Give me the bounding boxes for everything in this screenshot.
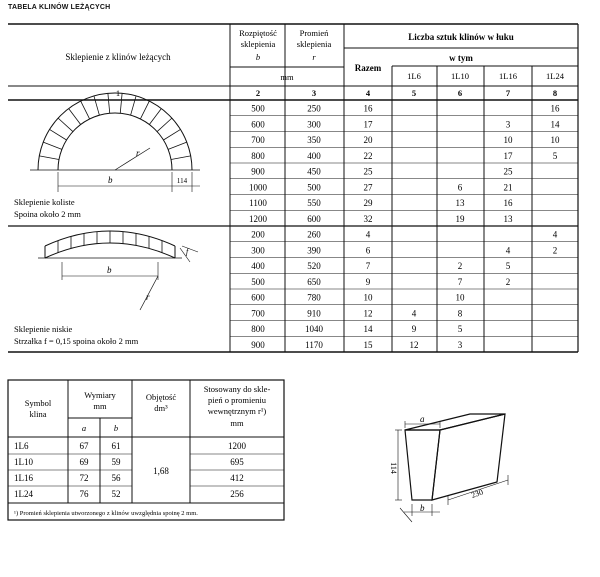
- section1-cell: 350: [307, 135, 321, 145]
- section2-cell: 520: [307, 261, 321, 271]
- col-number-8: 8: [552, 88, 558, 98]
- section1-cell: 13: [503, 213, 513, 224]
- section2-cell: 600: [251, 292, 265, 303]
- section1-cell: 25: [503, 166, 513, 177]
- section1-cell: 3: [505, 119, 511, 130]
- header-sub-2: 1L16: [499, 71, 517, 81]
- footnote: ¹) Promień sklepienia utworzonego z klinów uwzględnia spoinę 2 mm.: [14, 510, 198, 517]
- section2-cell: 12: [363, 308, 373, 319]
- section1-cell: 14: [550, 119, 560, 130]
- volume-value: 1,68: [153, 466, 169, 476]
- brick-spec-cell: 59: [111, 457, 121, 467]
- section2-cell: 700: [251, 308, 265, 319]
- volume-header-2: dm³: [154, 403, 168, 413]
- page-title: TABELA KLINÓW LEŻĄCYCH: [8, 4, 111, 11]
- brick-spec-cell: 69: [79, 457, 89, 467]
- section1-cell: 16: [550, 103, 560, 114]
- brick-symbol: 1L24: [14, 489, 33, 499]
- section2-cell: 9: [411, 324, 417, 334]
- section2-cell: 260: [307, 229, 321, 240]
- section1-cell: 500: [251, 103, 265, 114]
- section1-cell: 16: [503, 198, 513, 208]
- section2-cell: 10: [455, 292, 465, 303]
- section2-cell: 390: [307, 245, 321, 256]
- header-unit: mm: [280, 72, 294, 82]
- section1-cell: 600: [251, 119, 265, 130]
- section2-cell: 5: [505, 261, 511, 271]
- section2-cell: 200: [251, 229, 265, 240]
- section2-cell: 2: [457, 261, 463, 271]
- section1-cell: 1200: [249, 213, 267, 224]
- section1-cell: 550: [307, 198, 321, 208]
- brick-spec-cell: 61: [111, 441, 121, 451]
- section2-cell: 300: [251, 245, 265, 256]
- used-header-3: wewnętrznym r¹): [207, 406, 267, 416]
- section1-cell: 400: [307, 150, 321, 161]
- section1-cell: 25: [363, 166, 373, 177]
- section1-cell: 27: [363, 182, 373, 193]
- section1-cell: 6: [457, 182, 463, 193]
- brick-spec-cell: 76: [79, 489, 89, 499]
- section2-cell: 500: [251, 276, 265, 287]
- header-group: Liczba sztuk klinów w łuku: [408, 32, 514, 42]
- brick-spec-cell: 56: [111, 473, 121, 483]
- section1-cell: 250: [307, 103, 321, 114]
- header-radius-1: Promień: [299, 28, 329, 38]
- section1-cell: 19: [455, 213, 465, 224]
- low-arch-rise-label: f: [186, 247, 189, 256]
- header-span-2: sklepienia: [240, 39, 276, 49]
- brick-width-a-label: a: [420, 414, 425, 424]
- col-number-2: 2: [255, 88, 261, 98]
- section1-cell: 1000: [249, 182, 267, 193]
- section2-cell: 8: [457, 308, 463, 319]
- symbol-header-2: klina: [29, 409, 47, 419]
- low-arch-span-label: b: [107, 265, 112, 275]
- section1-cell: 20: [363, 135, 373, 145]
- section2-cell: 780: [307, 292, 321, 303]
- section2-cell: 2: [552, 245, 558, 256]
- section2-cell: 14: [363, 324, 373, 334]
- col-number-7: 7: [505, 88, 511, 98]
- section1-cell: 10: [503, 135, 513, 145]
- brick-length-label: 230: [469, 487, 485, 500]
- section1-cell: 900: [251, 166, 265, 177]
- header-sub-3: 1L24: [546, 71, 564, 81]
- section2-cell: 4: [505, 245, 511, 256]
- header-including: w tym: [449, 53, 473, 63]
- header-radius-3: r: [312, 52, 316, 62]
- brick-symbol: 1L16: [14, 473, 33, 483]
- used-header-1: Stosowany do skle-: [203, 384, 271, 394]
- header-span-1: Rozpiętość: [239, 28, 277, 38]
- section2-cell: 10: [363, 292, 373, 303]
- section2-cell: 4: [365, 229, 371, 240]
- brick-spec-cell: 72: [79, 473, 89, 483]
- volume-header-1: Objętość: [145, 392, 177, 402]
- col-number-4: 4: [365, 88, 371, 98]
- section2-cell: 5: [457, 324, 463, 334]
- section2-cell: 2: [505, 276, 511, 287]
- section2-caption-1: Sklepienie niskie: [14, 324, 73, 334]
- section2-cell: 9: [365, 276, 371, 287]
- dims-header-2: mm: [93, 401, 107, 411]
- section1-cell: 13: [455, 198, 465, 208]
- symbol-header-1: Symbol: [24, 398, 52, 408]
- section2-cell: 12: [409, 339, 419, 350]
- brick-spec-cell: 1200: [228, 441, 246, 451]
- brick-symbol: 1L6: [14, 441, 29, 451]
- section1-cell: 29: [363, 198, 373, 208]
- section2-cell: 6: [365, 245, 371, 256]
- section1-cell: 300: [307, 119, 321, 130]
- col-number-3: 3: [311, 88, 317, 98]
- section2-cell: 7: [365, 261, 371, 271]
- section2-cell: 650: [307, 276, 321, 287]
- section1-cell: 600: [307, 213, 321, 224]
- section2-cell: 910: [307, 308, 321, 319]
- brick-spec-cell: 67: [79, 441, 89, 451]
- arch-span-label: b: [108, 175, 113, 185]
- section1-cell: 22: [363, 150, 373, 161]
- col-number-6: 6: [457, 88, 463, 98]
- section2-cell: 4: [552, 229, 558, 240]
- section2-cell: 1040: [305, 324, 323, 334]
- section1-cell: 1100: [249, 198, 267, 208]
- col-number-5: 5: [411, 88, 417, 98]
- section2-cell: 1170: [305, 339, 323, 350]
- dims-header-1: Wymiary: [84, 390, 116, 400]
- brick-spec-cell: 695: [230, 457, 244, 467]
- arch-radius-label: r: [136, 148, 140, 158]
- section2-cell: 4: [411, 308, 417, 319]
- section2-cell: 400: [251, 261, 265, 271]
- section1-cell: 700: [251, 135, 265, 145]
- dim-b-header: b: [113, 423, 119, 433]
- brick-symbol: 1L10: [14, 457, 33, 467]
- used-header-2: pień o promieniu: [207, 395, 267, 405]
- section1-cell: 5: [552, 150, 558, 161]
- section1-cell: 500: [307, 182, 321, 193]
- section1-caption-1: Sklepienie koliste: [14, 197, 75, 207]
- header-type: Sklepienie z klinów leżących: [65, 52, 171, 62]
- brick-spec-cell: 52: [111, 489, 121, 499]
- section2-cell: 15: [363, 339, 373, 350]
- section1-cell: 450: [307, 166, 321, 177]
- header-radius-2: sklepienia: [296, 39, 332, 49]
- dim-a-header: a: [81, 423, 87, 433]
- brick-width-b-label: b: [420, 503, 425, 513]
- section1-cell: 17: [363, 119, 373, 130]
- section1-cell: 10: [550, 135, 560, 145]
- header-total: Razem: [354, 63, 382, 73]
- header-sub-0: 1L6: [407, 71, 421, 81]
- brick-spec-cell: 256: [230, 489, 244, 499]
- section2-cell: 7: [457, 276, 463, 287]
- section2-cell: 900: [251, 339, 265, 350]
- section1-cell: 32: [363, 213, 373, 224]
- used-header-4: mm: [230, 418, 244, 428]
- low-arch-radius-label: r: [146, 292, 150, 302]
- col-number-1: 1: [115, 88, 121, 98]
- section1-cell: 16: [363, 103, 373, 114]
- section1-caption-2: Spoina około 2 mm: [14, 209, 81, 219]
- brick-height-label: 114: [389, 462, 398, 474]
- section2-caption-2: Strzałka f = 0,15 spoina około 2 mm: [14, 336, 139, 346]
- section2-cell: 3: [457, 339, 463, 350]
- section1-cell: 17: [503, 150, 513, 161]
- header-sub-1: 1L10: [451, 71, 469, 81]
- section1-cell: 800: [251, 150, 265, 161]
- header-span-3: b: [255, 52, 261, 62]
- arch-thickness-label: 114: [176, 177, 188, 185]
- section2-cell: 800: [251, 324, 265, 334]
- section1-cell: 21: [503, 182, 513, 193]
- brick-spec-cell: 412: [230, 473, 244, 483]
